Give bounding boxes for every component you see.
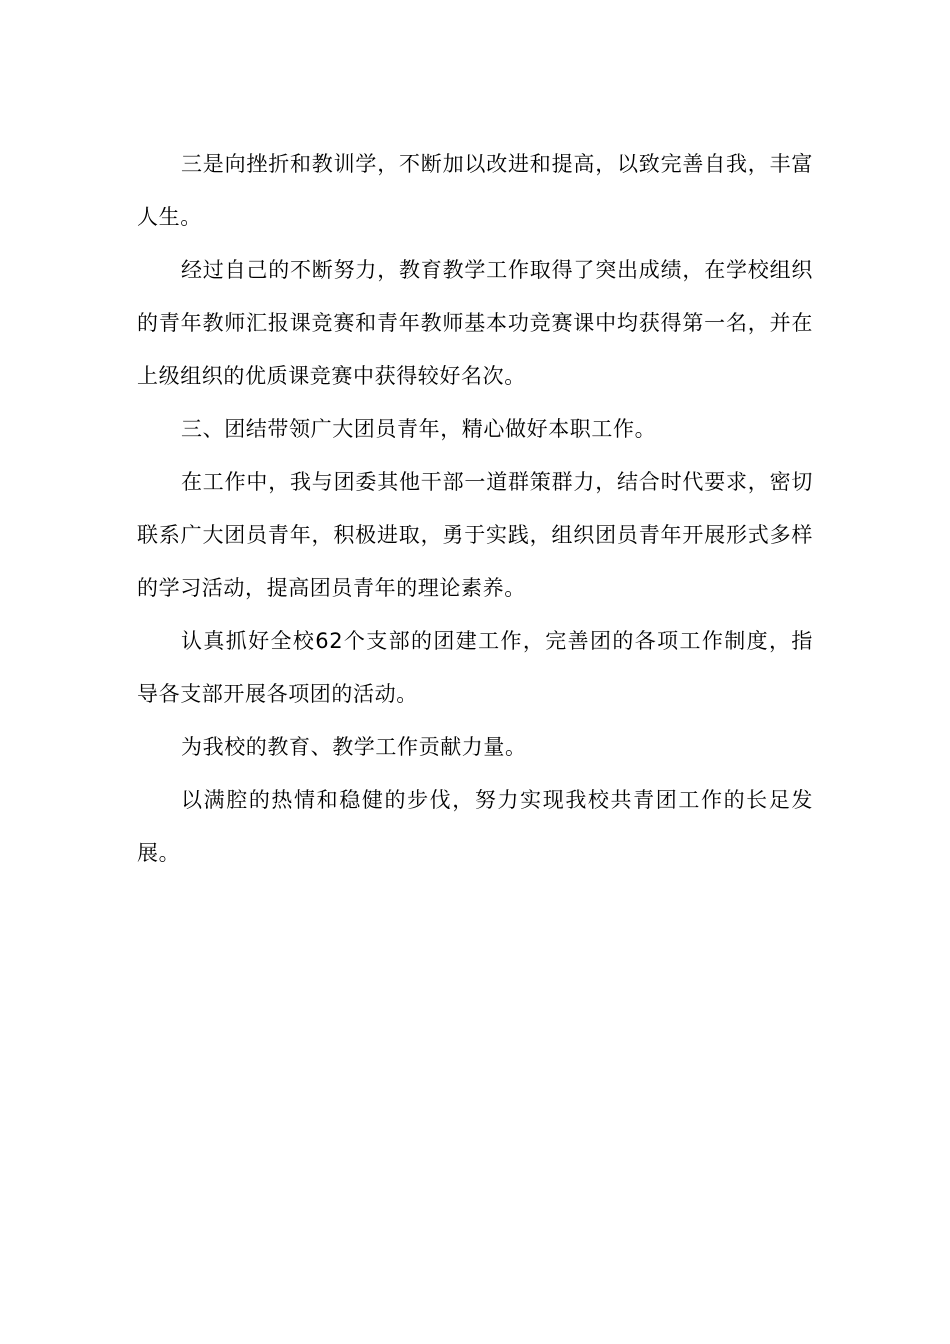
paragraph-3: 三、团结带领广大团员青年，精心做好本职工作。 [181,417,657,441]
paragraph-2: 经过自己的不断努力，教育教学工作取得了突出成绩，在学校组织的青年教师汇报课竞赛和青年教师基本功竞赛课中均获得第一名，并在上级组织的优质课竞赛中获得较好名次。 [137,258,813,388]
paragraph-4: 在工作中，我与团委其他干部一道群策群力，结合时代要求，密切联系广大团员青年，积极进取，勇于实践，组织团员青年开展形式多样的学习活动，提高团员青年的理论素养。 [137,470,813,600]
document-body [137,138,813,880]
paragraph-5: 认真抓好全校62个支部的团建工作，完善团的各项工作制度，指导各支部开展各项团的活动。 [137,629,813,706]
paragraph-1: 三是向挫折和教训学，不断加以改进和提高，以致完善自我，丰富人生。 [137,152,813,229]
paragraph-6: 为我校的教育、教学工作贡献力量。 [181,735,527,759]
paragraph-7: 以满腔的热情和稳健的步伐，努力实现我校共青团工作的长足发展。 [137,788,813,865]
